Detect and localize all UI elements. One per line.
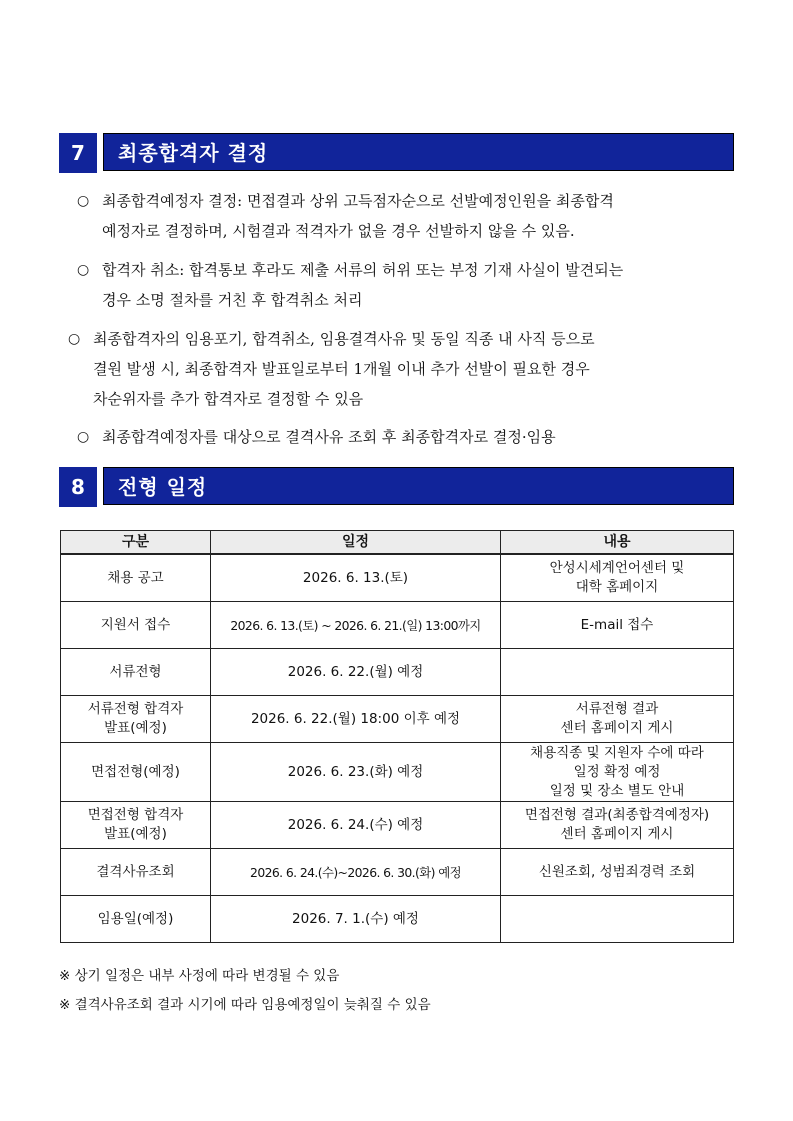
cell-content: [501, 849, 734, 896]
section-7-header: [59, 133, 735, 173]
cell-text: 서류전형 합격자: [87, 701, 184, 717]
cell-date: [211, 802, 501, 849]
cell-date: [211, 554, 501, 602]
cell-category: [61, 743, 211, 802]
cell-text: 2026. 6. 23.(화) 예정: [287, 763, 424, 780]
cell-text: 2026. 6. 22.(월) 예정: [287, 663, 424, 680]
cell-text: 센터 홈페이지 게시: [560, 826, 674, 842]
cell-text: 면접전형(예정): [91, 763, 180, 780]
cell-category: [61, 896, 211, 943]
cell-content: [501, 554, 734, 602]
cell-category: [61, 554, 211, 602]
bullet-line: 차순위자를 추가 합격자로 결정할 수 있음: [93, 390, 364, 408]
cell-date: [211, 743, 501, 802]
note-appointment-delay: ※ 결격사유조회 결과 시기에 따라 임용예정일이 늦춰질 수 있음: [59, 997, 431, 1013]
bullet-acceptance-cancel: [77, 255, 623, 315]
bullet-line: 합격자 취소: 합격통보 후라도 제출 서류의 허위 또는 부정 기재 사실이 발견되는: [102, 261, 624, 279]
bullet-disqualification-check: [77, 422, 556, 452]
cell-date: [211, 602, 501, 649]
column-header-content: 내용: [501, 531, 734, 555]
cell-text: 임용일(예정): [97, 910, 174, 927]
column-header-category: 구분: [61, 531, 211, 555]
bullet-line: 결원 발생 시, 최종합격자 발표일로부터 1개월 이내 추가 선발이 필요한 경우: [93, 360, 590, 378]
circle-bullet-icon: ○: [77, 262, 90, 278]
note-schedule-change: ※ 상기 일정은 내부 사정에 따라 변경될 수 있음: [59, 968, 340, 984]
table-row: [61, 802, 734, 849]
cell-category: [61, 696, 211, 743]
cell-text: 서류전형 결과: [575, 701, 659, 717]
table-row: [61, 896, 734, 943]
cell-content: [501, 896, 734, 943]
cell-text: 2026. 6. 22.(월) 18:00 이후 예정: [250, 710, 461, 727]
cell-date: [211, 849, 501, 896]
cell-text: 2026. 6. 13.(토): [302, 569, 409, 586]
cell-text: 대학 홈페이지: [575, 579, 659, 595]
section-7-number: 7: [59, 133, 97, 173]
table-row: [61, 849, 734, 896]
circle-bullet-icon: ○: [68, 331, 81, 347]
schedule-table: [60, 530, 734, 943]
cell-content: [501, 696, 734, 743]
table-header-row: [61, 531, 734, 555]
bullet-line: 최종합격자의 임용포기, 합격취소, 임용결격사유 및 동일 직종 내 사직 등으로: [93, 330, 595, 348]
cell-text: 일정 및 장소 별도 안내: [549, 782, 685, 799]
bullet-final-candidate-decision: [77, 186, 614, 246]
bullet-additional-selection: [68, 324, 595, 414]
bullet-line: 예정자로 결정하며, 시험결과 적격자가 없을 경우 선발하지 않을 수 있음.: [102, 222, 575, 240]
cell-text: E-mail 접수: [580, 616, 654, 633]
cell-text: 발표(예정): [104, 826, 167, 842]
cell-category: [61, 602, 211, 649]
cell-content: [501, 602, 734, 649]
cell-text: 지원서 접수: [100, 616, 171, 633]
cell-text: 2026. 6. 13.(토) ~ 2026. 6. 21.(일) 13:00까지: [230, 617, 481, 633]
cell-text: 발표(예정): [104, 720, 167, 736]
cell-text: 면접전형 결과(최종합격예정자): [524, 807, 710, 823]
cell-text: 일정 확정 예정: [573, 763, 661, 780]
cell-content: [501, 743, 734, 802]
cell-text: 센터 홈페이지 게시: [560, 720, 674, 736]
cell-text: 2026. 6. 24.(수)~2026. 6. 30.(화) 예정: [250, 864, 461, 880]
section-8-title: 전형 일정: [103, 467, 734, 505]
table-row: [61, 649, 734, 696]
circle-bullet-icon: ○: [77, 429, 90, 445]
cell-date: [211, 649, 501, 696]
cell-content: [501, 802, 734, 849]
cell-text: 면접전형 합격자: [87, 807, 184, 823]
circle-bullet-icon: ○: [77, 193, 90, 209]
cell-text: 안성시세계언어센터 및: [549, 560, 685, 576]
cell-date: [211, 896, 501, 943]
column-header-date: 일정: [211, 531, 501, 555]
cell-text: 신원조회, 성범죄경력 조회: [538, 863, 696, 880]
cell-date: [211, 696, 501, 743]
section-7-title: 최종합격자 결정: [103, 133, 734, 171]
table-row: [61, 554, 734, 602]
cell-text: 채용직종 및 지원자 수에 따라: [530, 744, 704, 761]
section-8-header: [59, 467, 735, 507]
cell-text: 서류전형: [109, 663, 162, 680]
cell-category: [61, 849, 211, 896]
cell-content: [501, 649, 734, 696]
cell-text: 2026. 6. 24.(수) 예정: [287, 816, 424, 833]
table-row: [61, 696, 734, 743]
bullet-line: 최종합격예정자 결정: 면접결과 상위 고득점자순으로 선발예정인원을 최종합격: [102, 192, 614, 210]
section-8-number: 8: [59, 467, 97, 507]
cell-category: [61, 802, 211, 849]
table-row: [61, 743, 734, 802]
bullet-line: 최종합격예정자를 대상으로 결격사유 조회 후 최종합격자로 결정·임용: [102, 428, 556, 446]
bullet-line: 경우 소명 절차를 거친 후 합격취소 처리: [102, 291, 363, 309]
cell-text: 채용 공고: [107, 569, 164, 586]
cell-text: 결격사유조회: [96, 863, 175, 880]
table-row: [61, 602, 734, 649]
cell-category: [61, 649, 211, 696]
cell-text: 2026. 7. 1.(수) 예정: [292, 910, 419, 927]
